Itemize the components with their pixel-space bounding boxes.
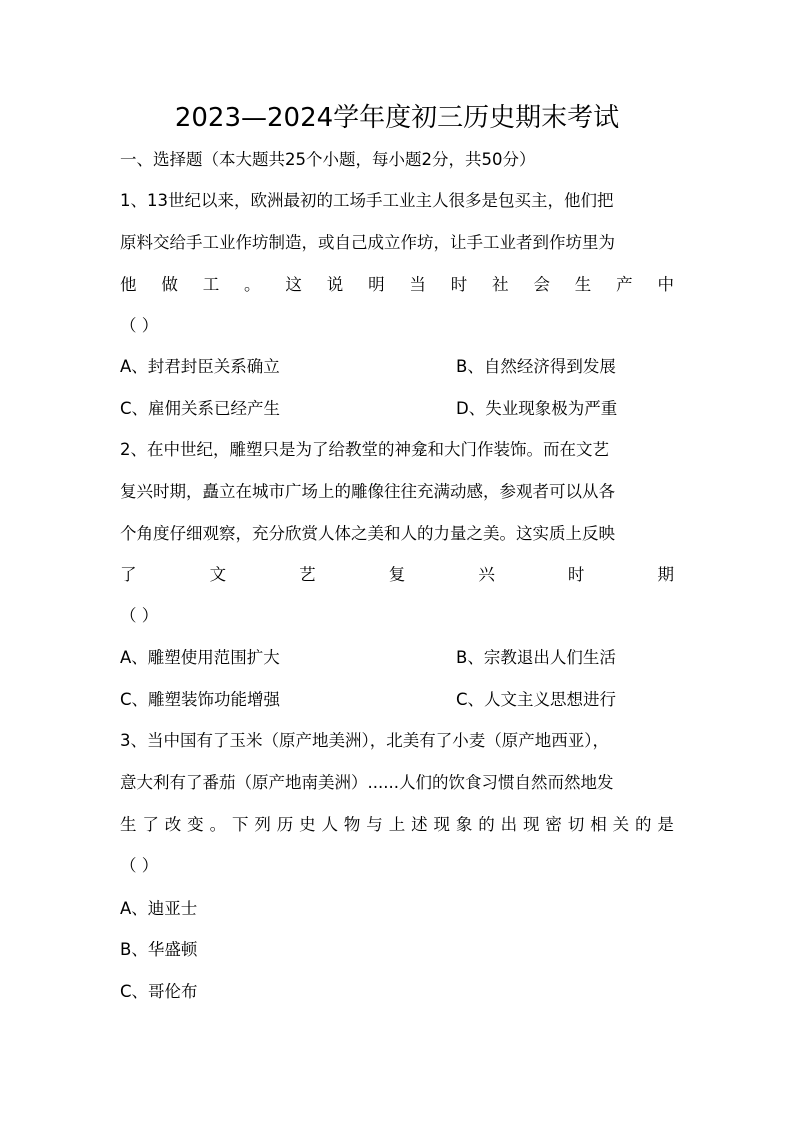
q1-option-d: D、失业现象极为严重 [456, 399, 618, 418]
q2-option-c: C、雕塑装饰功能增强 [120, 690, 281, 709]
q1-option-c: C、雇佣关系已经产生 [120, 399, 281, 418]
q3-word: 物 [343, 815, 361, 834]
q3-word: 关 [612, 815, 630, 834]
q3-stem-line-1: 3、当中国有了玉米（原产地美洲），北美有了小麦（原产地西亚）， [120, 731, 609, 750]
q3-word: 象 [455, 815, 473, 834]
q3-answer-blank: （ ） [120, 856, 159, 875]
q2-option-d: C、人文主义思想进行 [456, 690, 617, 709]
q3-word: 下 [231, 815, 249, 834]
q1-word: 做 [161, 275, 178, 294]
q3-word: 出 [500, 815, 518, 834]
q3-word: 切 [567, 815, 585, 834]
q2-word: 了 [120, 565, 137, 584]
q2-option-a: A、雕塑使用范围扩大 [120, 648, 280, 667]
q1-word: 当 [409, 275, 426, 294]
q2-option-b: B、宗教退出人们生活 [456, 648, 616, 667]
q1-word: 。 [244, 275, 261, 294]
q3-word: 现 [523, 815, 540, 834]
q3-word: 列 [254, 815, 271, 834]
q3-word: 密 [545, 815, 562, 834]
q3-word: 的 [634, 815, 652, 834]
q2-stem-line-2: 复兴时期，矗立在城市广场上的雕像往往充满动感，参观者可以从各 [120, 482, 615, 501]
q1-option-b: B、自然经济得到发展 [456, 357, 616, 376]
q3-word: 相 [590, 815, 607, 834]
q1-word: 说 [326, 275, 344, 294]
q3-word: 述 [411, 815, 428, 834]
q1-word: 生 [574, 275, 592, 294]
q3-word: 变 [187, 815, 204, 834]
q1-word: 这 [285, 275, 302, 294]
q3-word: 改 [164, 815, 182, 834]
q2-stem-line-4 [120, 563, 674, 587]
q2-word: 时 [567, 565, 585, 584]
q3-word: 与 [366, 815, 383, 834]
q3-word: 历 [276, 815, 294, 834]
q3-word: 生 [120, 815, 137, 834]
q1-word: 社 [492, 275, 509, 294]
q1-word: 中 [657, 275, 674, 294]
q1-option-a: A、封君封臣关系确立 [120, 357, 280, 376]
q3-word: 的 [478, 815, 495, 834]
q3-word: 上 [388, 815, 406, 834]
q3-stem-line-2: 意大利有了番茄（原产地南美洲）......人们的饮食习惯自然而然地发 [120, 773, 614, 792]
q3-word: 现 [433, 815, 450, 834]
q3-word: 是 [657, 815, 674, 834]
q2-word: 兴 [478, 565, 495, 584]
q1-stem-line-1: 1、13世纪以来，欧洲最初的工场手工业主人很多是包买主，他们把 [120, 191, 614, 210]
q1-word: 工 [202, 275, 220, 294]
q2-stem-line-3: 个角度仔细观察，充分欣赏人体之美和人的力量之美。这实质上反映 [120, 524, 615, 543]
q3-word: 史 [299, 815, 316, 834]
exam-title: 2023—2024学年度初三历史期末考试 [174, 103, 620, 133]
q1-stem-line-2: 原料交给手工业作坊制造，或自己成立作坊，让手工业者到作坊里为 [120, 233, 615, 252]
section-header: 一、选择题（本大题共25个小题，每小题2分，共50分） [120, 150, 536, 169]
q3-word: 人 [321, 815, 339, 834]
q2-word: 复 [388, 565, 406, 584]
q1-stem-line-3 [120, 273, 674, 297]
q3-stem-line-3 [120, 813, 674, 837]
q3-word: 。 [209, 815, 227, 834]
q1-word: 时 [450, 275, 468, 294]
q3-option-a: A、迪亚士 [120, 899, 198, 918]
q1-word: 会 [533, 275, 550, 294]
q2-word: 期 [657, 565, 674, 584]
q1-word: 产 [616, 275, 633, 294]
q1-answer-blank: （ ） [120, 316, 159, 335]
q2-word: 文 [209, 565, 227, 584]
q3-option-c: C、哥伦布 [120, 982, 198, 1001]
q3-word: 了 [142, 815, 159, 834]
q2-answer-blank: （ ） [120, 606, 159, 625]
q1-word: 明 [368, 275, 385, 294]
q1-word: 他 [120, 275, 137, 294]
q2-word: 艺 [299, 565, 316, 584]
q3-option-b: B、华盛顿 [120, 940, 198, 959]
q2-stem-line-1: 2、在中世纪，雕塑只是为了给教堂的神龛和大门作装饰。而在文艺 [120, 440, 609, 459]
